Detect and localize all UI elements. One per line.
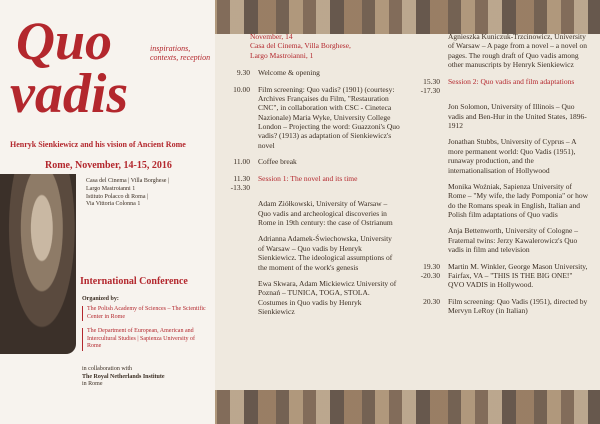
schedule-middle	[210, 32, 400, 323]
venue-line: Via Vittoria Colonna 1	[86, 201, 141, 208]
venue-line: Istituto Polacco di Roma |	[86, 193, 149, 200]
item-text: Martin M. Winkler, George Mason University, Fairfax, VA – "THIS IS THE BIG ONE!" QVO VADIS in Hollywood.	[448, 261, 588, 290]
day-line: Largo Mastroianni, 1	[250, 50, 314, 60]
item-text: Jonathan Stubbs, University of Cyprus – A more permanent world: Quo Vadis (1951), runaway production, and the internationalisation of Hollywood	[448, 137, 577, 175]
item-text: Agnieszka Kuniczuk-Trzcinowicz, University of Warsaw – A page from a novel – a novel on pages. The rough draft of Quo vadis among other manuscripts by Henryk Sienkiewicz	[448, 32, 588, 70]
time: 10.00	[233, 84, 250, 94]
venue-line: Largo Mastroianni 1	[86, 185, 136, 192]
dateline: Rome, November, 14-15, 2016	[45, 160, 172, 171]
day-line: Casa del Cinema, Villa Borghese,	[250, 41, 351, 51]
time: 11.30 -13.30	[230, 173, 250, 192]
time	[400, 137, 448, 175]
schedule-item	[400, 226, 590, 254]
time: 9.30	[236, 68, 250, 78]
time	[210, 279, 258, 317]
tagline: inspirations, contexts, reception	[150, 44, 211, 63]
conference-title: International Conference	[80, 276, 188, 287]
item-text: Anja Bettenworth, University of Cologne – Fraternal twins: Jerzy Kawalerowicz's Quo vadis in film and television	[448, 226, 578, 255]
title-quo: Quo	[16, 11, 113, 71]
time: 15.30 -17.30	[420, 76, 440, 95]
time	[210, 199, 258, 227]
author-portrait	[0, 174, 76, 354]
collab-line: The Royal Netherlands Institute	[82, 373, 165, 380]
schedule-item	[400, 102, 590, 130]
item-text: Ewa Skwara, Adam Mickiewicz University of Poznań – TUNICA, TOGA, STOLA. Costumes in Quo vadis by Henryk Sienkiewicz	[258, 278, 397, 316]
item-text: Welcome & opening	[258, 68, 320, 78]
item-text: Monika Woźniak, Sapienza University of Rome – "My wife, the lady Pomponia" or how do the Romans speak in English, Italian and Polish film adaptations of Quo vadis	[448, 181, 589, 219]
venues-block	[86, 178, 169, 209]
schedule-item	[400, 77, 590, 96]
schedule-item	[210, 68, 400, 77]
item-text: Adam Ziółkowski, University of Warsaw – Quo vadis and archeological discoveries in Rome in 19th century: the case of Ostrianum	[258, 199, 393, 227]
venue-line: Casa del Cinema | Villa Borghese |	[86, 178, 170, 184]
item-text: Jon Solomon, University of Illinois – Quo vadis and Ben-Hur in the United States, 1896-1912	[448, 102, 587, 130]
item-text: Film screening: Quo vadis? (1901) (courtesy: Archives Françaises du Film, "Restauration CNC", in collaboration with CSC - Cineteca Nazionale) Maria Wyke, University College London – Projecting the word: Guazzoni's Quo vadis? (1913) as adaptation of Sienkiewicz's novel	[258, 84, 400, 150]
time: 20.30	[423, 296, 440, 306]
schedule-item	[400, 32, 590, 70]
time	[400, 102, 448, 130]
item-text: Session 2: Quo vadis and film adaptations	[448, 76, 575, 86]
title-vadis: vadis	[10, 63, 129, 125]
collaboration-block	[82, 366, 165, 389]
schedule-item	[400, 297, 590, 316]
schedule-item	[210, 174, 400, 193]
time	[400, 182, 448, 220]
time	[210, 234, 258, 272]
schedule-item	[210, 279, 400, 317]
organizer-2: The Department of European, American and Intercultural Studies | Sapienza University of Rome	[82, 328, 207, 351]
schedule-item	[400, 182, 590, 220]
organizer-1: The Polish Academy of Sciences – The Scientific Center in Rome	[82, 306, 207, 321]
collab-line: in collaboration with	[82, 366, 132, 372]
schedule-item	[210, 157, 400, 166]
schedule-item	[400, 262, 590, 290]
day-header	[250, 32, 400, 60]
collab-line: in Rome	[82, 381, 103, 387]
time	[400, 32, 448, 70]
item-text: Adrianna Adamek-Świechowska, University of Warsaw – Quo vadis by Henryk Sienkiewicz. The ideological assumptions of the moment of the work's genesis	[258, 234, 393, 272]
time: 11.00	[233, 157, 250, 167]
day-line: November, 14	[250, 32, 293, 41]
item-text: Coffee break	[258, 157, 297, 167]
schedule-item	[210, 234, 400, 272]
schedule-right	[400, 32, 590, 322]
item-text: Film screening: Quo Vadis (1951), directed by Mervyn LeRoy (in Italian)	[448, 296, 588, 315]
schedule-item	[210, 199, 400, 227]
schedule-item	[210, 85, 400, 151]
subtitle: Henryk Sienkiewicz and his vision of Ancient Rome	[10, 140, 186, 149]
time: 19.30 -20.30	[420, 261, 440, 280]
schedule-item	[400, 137, 590, 175]
time	[400, 226, 448, 254]
organized-by-label: Organized by:	[82, 296, 119, 302]
item-text: Session 1: The novel and its time	[258, 173, 358, 183]
